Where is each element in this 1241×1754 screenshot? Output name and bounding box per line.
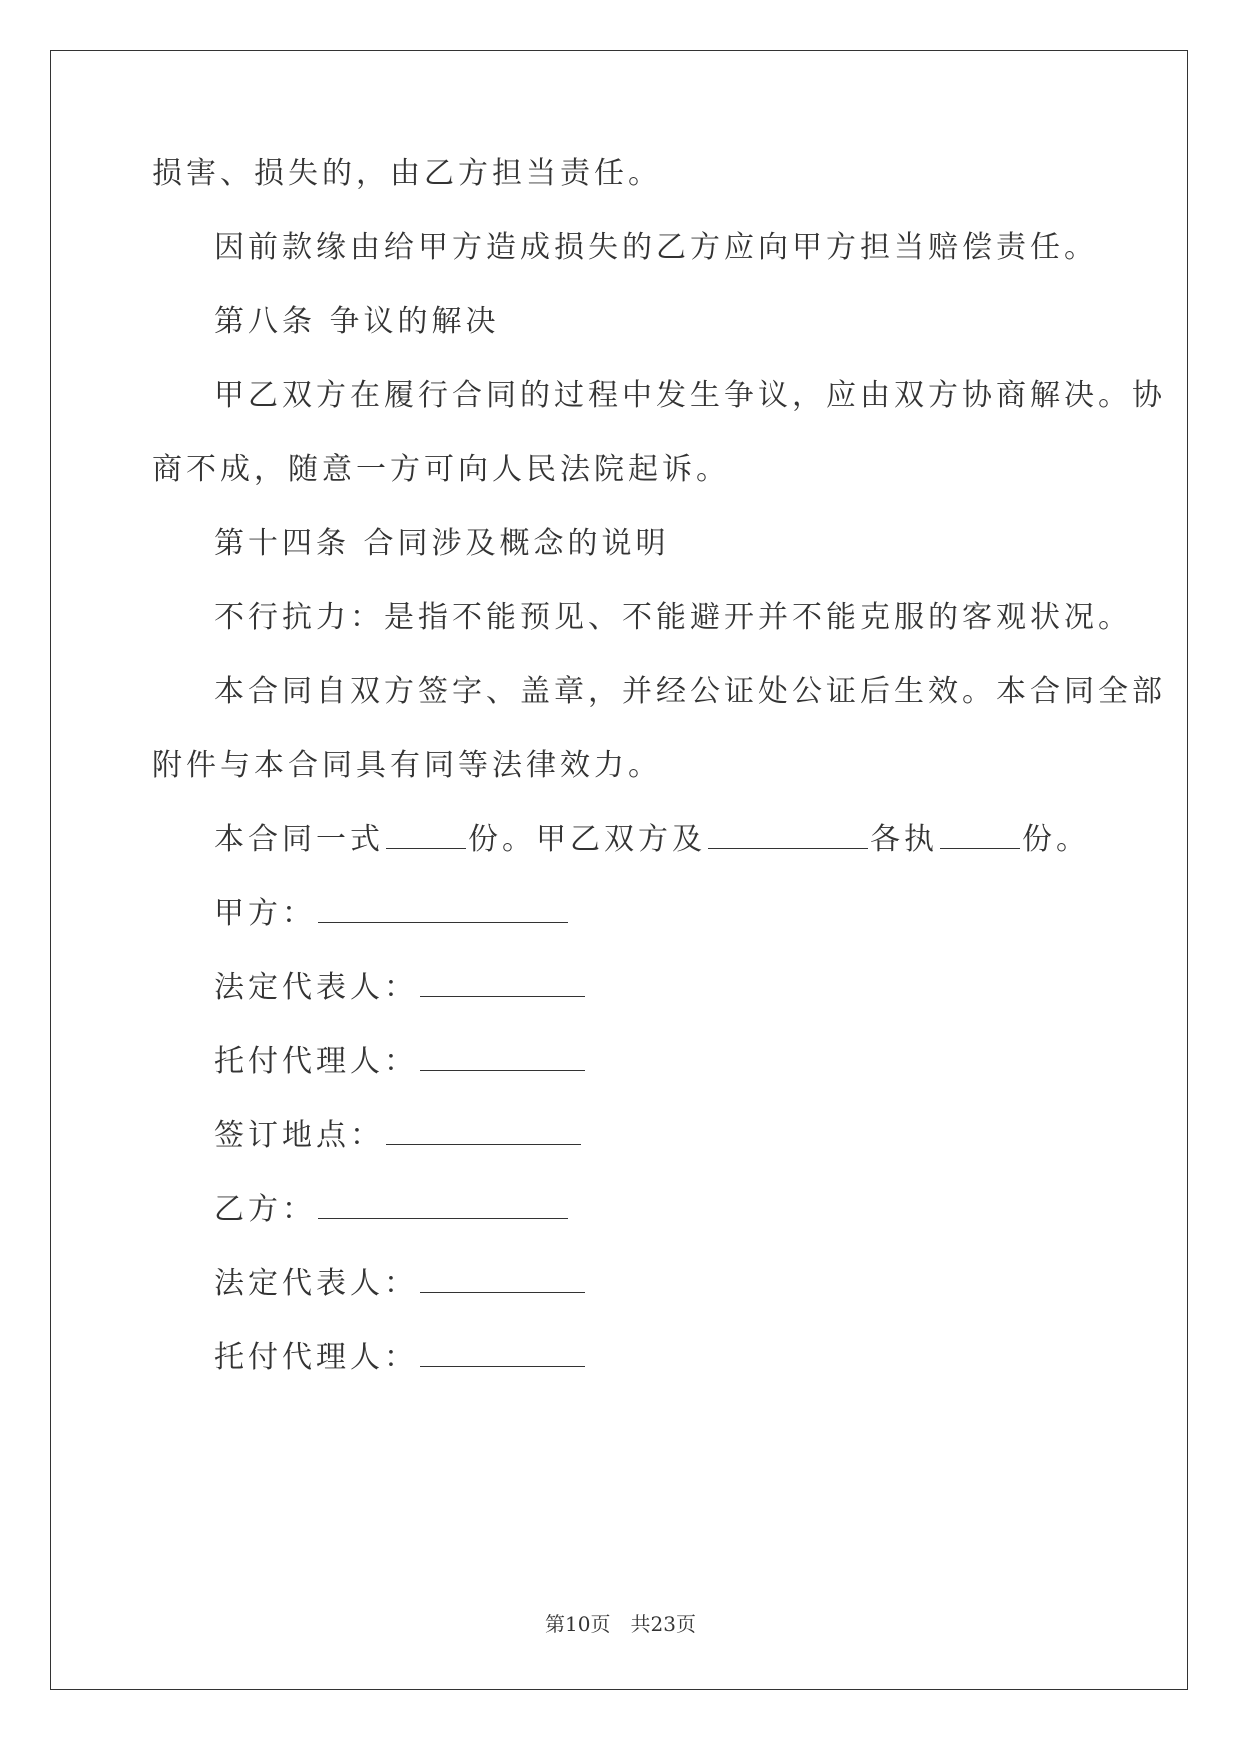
field-label: 法定代表人： [214, 970, 418, 1005]
sign-place-field[interactable] [386, 1120, 581, 1145]
field-label: 托付代理人： [214, 1340, 418, 1375]
field-label: 签订地点： [214, 1118, 384, 1153]
paragraph-line: 附件与本合同具有同等法律效力。 [152, 748, 662, 783]
blank-field[interactable] [386, 824, 466, 849]
signature-row [214, 1332, 587, 1376]
field-label: 甲方： [214, 896, 316, 931]
party-a-rep-field[interactable] [420, 972, 585, 997]
signature-row [214, 1184, 570, 1228]
party-a-agent-field[interactable] [420, 1046, 585, 1071]
copies-line [214, 814, 1090, 858]
field-label: 乙方： [214, 1192, 316, 1227]
party-b-rep-field[interactable] [420, 1268, 585, 1293]
field-label: 托付代理人： [214, 1044, 418, 1079]
copies-text: 各执 [870, 822, 938, 857]
party-b-field[interactable] [318, 1194, 568, 1219]
page-number: 第10页 共23页 [545, 1612, 696, 1636]
paragraph-line: 本合同自双方签字、盖章，并经公证处公证后生效。本合同全部 [214, 674, 1166, 709]
signature-row [214, 1036, 587, 1080]
paragraph-line: 因前款缘由给甲方造成损失的乙方应向甲方担当赔偿责任。 [214, 230, 1098, 265]
paragraph-line: 不行抗力：是指不能预见、不能避开并不能克服的客观状况。 [214, 600, 1132, 635]
section-heading: 第十四条 合同涉及概念的说明 [214, 526, 670, 561]
copies-text: 本合同一式 [214, 822, 384, 857]
paragraph-line: 甲乙双方在履行合同的过程中发生争议，应由双方协商解决。协 [214, 378, 1166, 413]
signature-row [214, 1258, 587, 1302]
section-heading: 第八条 争议的解决 [214, 304, 500, 339]
paragraph-line: 商不成，随意一方可向人民法院起诉。 [152, 452, 730, 487]
signature-row [214, 888, 570, 932]
signature-row [214, 962, 587, 1006]
copies-text: 份。 [1022, 822, 1090, 857]
blank-field[interactable] [708, 824, 868, 849]
field-label: 法定代表人： [214, 1266, 418, 1301]
party-b-agent-field[interactable] [420, 1342, 585, 1367]
party-a-field[interactable] [318, 898, 568, 923]
paragraph-line: 损害、损失的，由乙方担当责任。 [152, 156, 662, 191]
blank-field[interactable] [940, 824, 1020, 849]
copies-text: 份。甲乙双方及 [468, 822, 706, 857]
signature-row [214, 1110, 583, 1154]
